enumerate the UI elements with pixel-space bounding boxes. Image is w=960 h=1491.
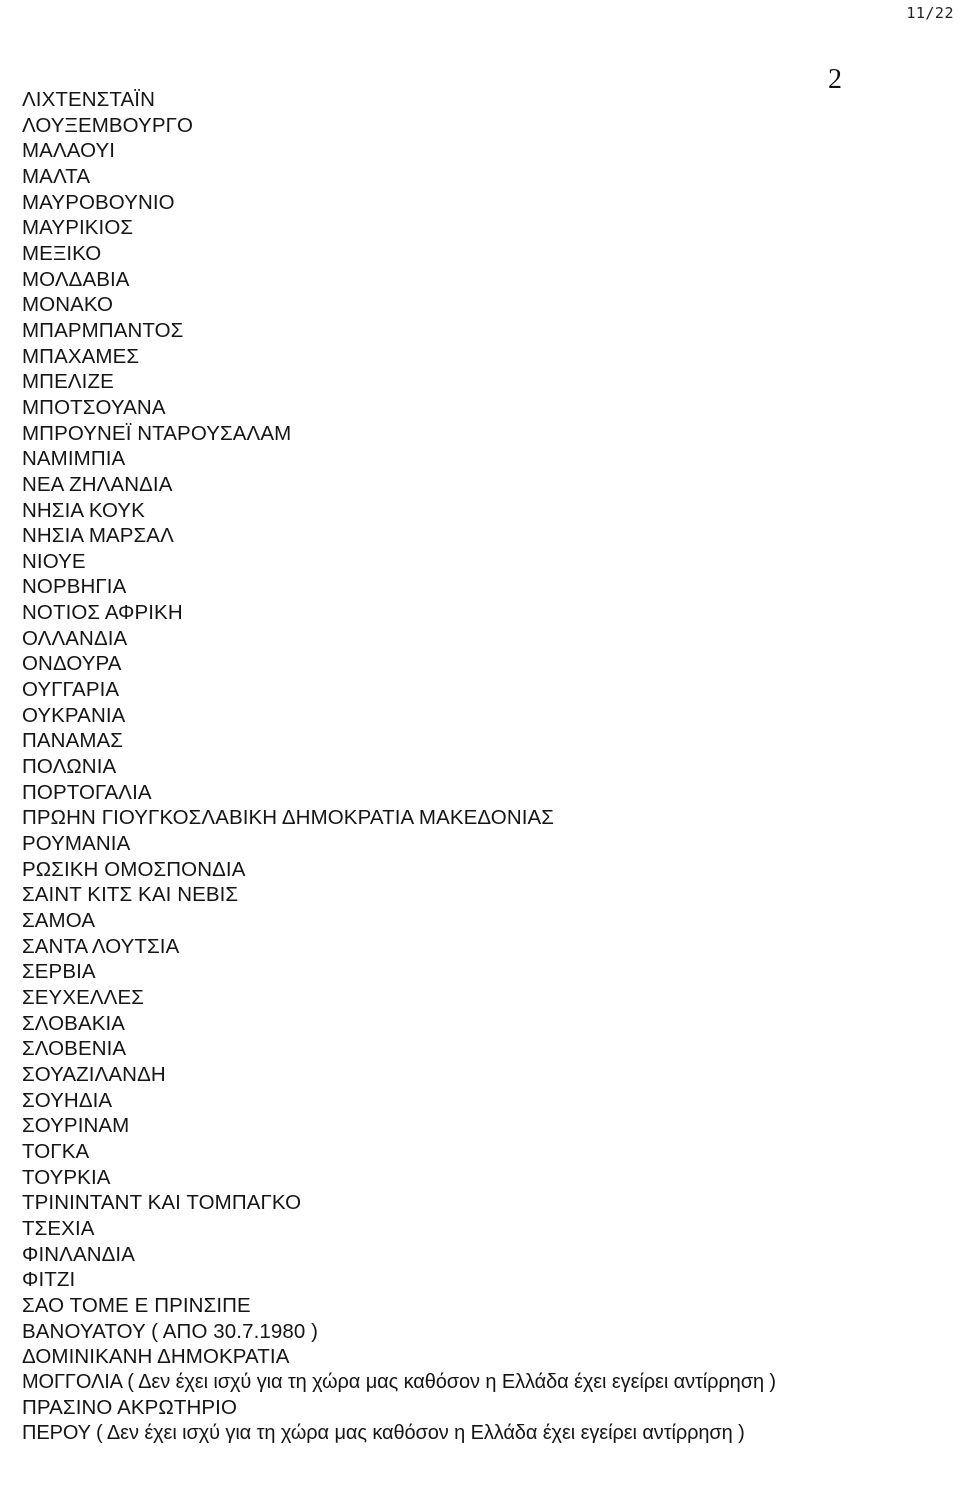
list-item: ΟΥΚΡΑΝΙΑ [22, 703, 126, 727]
list-item: ΝΗΣΙΑ ΚΟΥΚ [22, 498, 145, 522]
list-item: ΜΠΡΟΥΝΕΪ ΝΤΑΡΟΥΣΑΛΑΜ [22, 421, 292, 445]
list-item: ΜΑΛΤΑ [22, 164, 91, 188]
list-item: ΟΛΛΑΝΔΙΑ [22, 626, 128, 650]
list-item: ΡΟΥΜΑΝΙΑ [22, 832, 131, 856]
country-list [22, 87, 952, 1447]
list-item: ΣΑΟ ΤΟΜΕ Ε ΠΡΙΝΣΙΠΕ [22, 1293, 251, 1317]
list-item: ΣΕΥΧΕΛΛΕΣ [22, 985, 144, 1009]
list-item: ΜΕΞΙΚΟ [22, 241, 102, 265]
list-item: ΣΕΡΒΙΑ [22, 960, 96, 984]
list-item: ΠΟΡΤΟΓΑΛΙΑ [22, 780, 152, 804]
list-item: ΜΠΑΡΜΠΑΝΤΟΣ [22, 318, 184, 342]
page-counter: 11/22 [906, 4, 954, 22]
list-item-with-note: ΜΟΓΓΟΛΙΑ ( Δεν έχει ισχύ για τη χώρα μας καθόσον η Ελλάδα έχει εγείρει αντίρρηση ) [22, 1370, 776, 1393]
list-item: ΜΠΟΤΣΟΥΑΝΑ [22, 395, 166, 419]
list-item: ΠΑΝΑΜΑΣ [22, 729, 124, 753]
list-item: ΤΣΕΧΙΑ [22, 1216, 95, 1240]
list-item: ΜΑΥΡΟΒΟΥΝΙΟ [22, 190, 175, 214]
list-item: ΡΩΣΙΚΗ ΟΜΟΣΠΟΝΔΙΑ [22, 857, 246, 881]
list-item: ΣΑΙΝΤ ΚΙΤΣ ΚΑΙ ΝΕΒΙΣ [22, 883, 239, 907]
list-item: ΝΕΑ ΖΗΛΑΝΔΙΑ [22, 472, 173, 496]
list-item: ΤΟΓΚΑ [22, 1139, 90, 1163]
list-item: ΠΡΑΣΙΝΟ ΑΚΡΩΤΗΡΙΟ [22, 1396, 237, 1420]
list-item: ΝΟΡΒΗΓΙΑ [22, 575, 127, 599]
list-item: ΣΛΟΒΕΝΙΑ [22, 1037, 127, 1061]
list-item: ΣΟΥΗΔΙΑ [22, 1088, 113, 1112]
list-item: ΣΟΥΑΖΙΛΑΝΔΗ [22, 1062, 166, 1086]
list-item: ΦΙΤΖΙ [22, 1268, 76, 1292]
list-item: ΤΡΙΝΙΝΤΑΝΤ ΚΑΙ ΤΟΜΠΑΓΚΟ [22, 1191, 302, 1215]
list-item: ΝΑΜΙΜΠΙΑ [22, 447, 126, 471]
list-item: ΛΙΧΤΕΝΣΤΑΪΝ [22, 88, 156, 111]
list-item: ΛΟΥΞΕΜΒΟΥΡΓΟ [22, 113, 194, 137]
list-item: ΟΝΔΟΥΡΑ [22, 652, 122, 676]
list-item: ΟΥΓΓΑΡΙΑ [22, 678, 120, 702]
list-item: ΜΟΝΑΚΟ [22, 293, 114, 317]
list-item: ΜΠΑΧΑΜΕΣ [22, 344, 140, 368]
list-item: ΜΟΛΔΑΒΙΑ [22, 267, 130, 291]
list-item: ΝΟΤΙΟΣ ΑΦΡΙΚΗ [22, 601, 183, 625]
list-item: ΠΟΛΩΝΙΑ [22, 755, 117, 779]
list-item: ΒΑΝΟΥΑΤΟΥ ( ΑΠΟ 30.7.1980 ) [22, 1319, 319, 1343]
list-item: ΦΙΝΛΑΝΔΙΑ [22, 1242, 135, 1266]
list-item: ΜΑΛΑΟΥΙ [22, 139, 116, 163]
list-item: ΝΙΟΥΕ [22, 549, 86, 573]
list-item: ΤΟΥΡΚΙΑ [22, 1165, 111, 1189]
list-item: ΜΠΕΛΙΖΕ [22, 370, 114, 394]
list-item-with-note: ΠΕΡΟΥ ( Δεν έχει ισχύ για τη χώρα μας καθόσον η Ελλάδα έχει εγείρει αντίρρηση ) [22, 1422, 745, 1445]
list-item: ΠΡΩΗΝ ΓΙΟΥΓΚΟΣΛΑΒΙΚΗ ΔΗΜΟΚΡΑΤΙΑ ΜΑΚΕΔΟΝΙΑΣ [22, 806, 555, 830]
page-number: 2 [828, 64, 842, 95]
list-item: ΔΟΜΙΝΙΚΑΝΗ ΔΗΜΟΚΡΑΤΙΑ [22, 1345, 290, 1369]
list-item: ΣΑΝΤΑ ΛΟΥΤΣΙΑ [22, 934, 180, 958]
list-item: ΣΑΜΟΑ [22, 909, 96, 932]
list-item: ΣΛΟΒΑΚΙΑ [22, 1011, 126, 1035]
list-item: ΣΟΥΡΙΝΑΜ [22, 1114, 130, 1138]
list-item: ΝΗΣΙΑ ΜΑΡΣΑΛ [22, 524, 174, 548]
list-item: ΜΑΥΡΙΚΙΟΣ [22, 216, 134, 240]
